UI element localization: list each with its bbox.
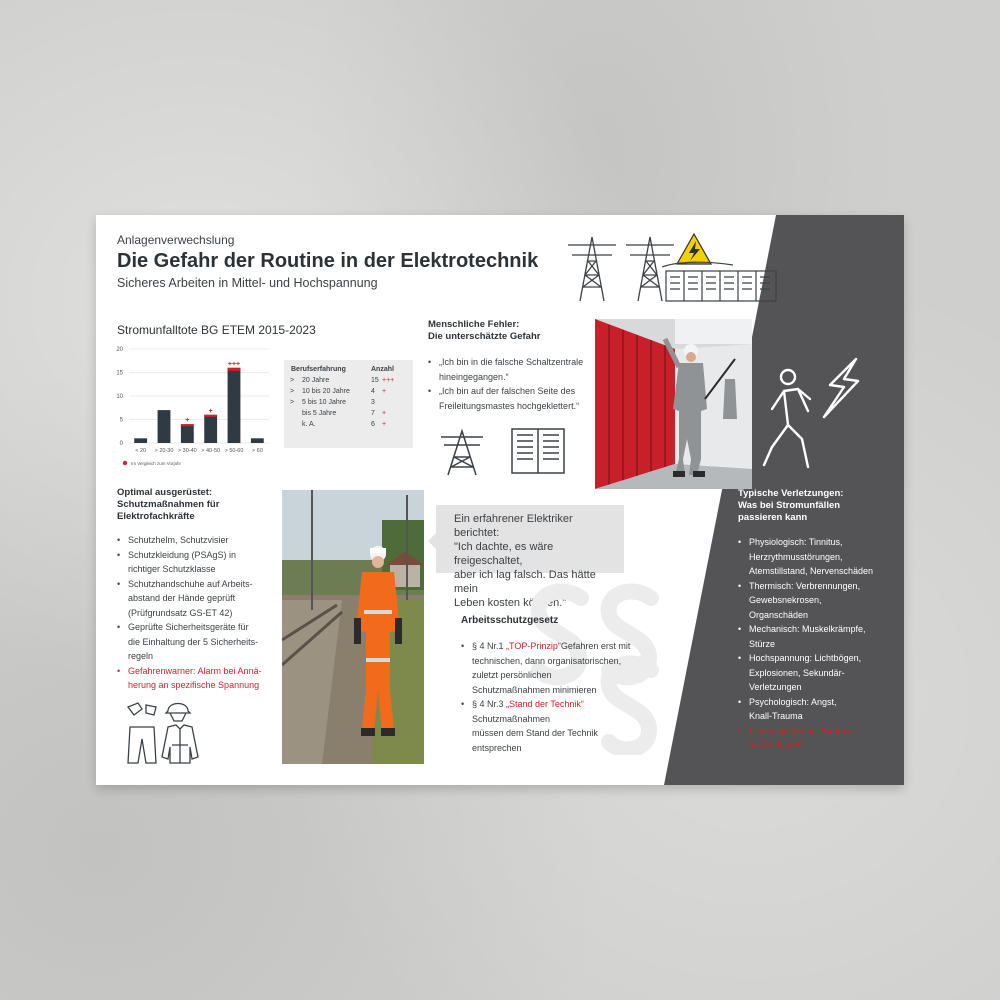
trousers-icon xyxy=(128,727,156,763)
experience-table xyxy=(284,360,413,448)
table-row: > 5 bis 10 Jahre 3 xyxy=(290,399,375,406)
list-item: • § 4 Nr.1 „TOP-Prinzip“Gefahren erst mit technischen, dann organisatorischen, zuletzt persönlichen Schutzmaßnahmen minimieren xyxy=(461,639,661,697)
law-heading: Arbeitsschutzgesetz xyxy=(461,615,559,626)
list-item-warning: • Gefahrenwarner: Alarm bei Annä- herung an spezifische Spannung xyxy=(117,664,282,693)
legend-marker xyxy=(123,461,127,465)
lightning-bolt-icon xyxy=(824,359,858,417)
list-item: • „Ich bin auf der falschen Seite des Freileitungsmastes hochgeklettert.“ xyxy=(428,384,598,413)
table-header-experience: Berufserfahrung xyxy=(291,366,346,373)
y-tick-label: 15 xyxy=(116,370,123,377)
power-pylon-icon xyxy=(441,431,483,475)
x-tick-label: > 20-30 xyxy=(154,448,174,454)
jacket-icon xyxy=(162,725,198,763)
list-item-warning: • Lebensgefahr bei Strömen ab 30-50 mA! xyxy=(738,724,898,753)
bar xyxy=(134,438,147,443)
chart-title: Stromunfalltote BG ETEM 2015-2023 xyxy=(117,323,316,337)
x-tick-label: < 20 xyxy=(135,448,147,454)
equipment-heading: Optimal ausgerüstet: Schutzmaßnahmen für Elektrofachkräfte xyxy=(117,487,220,522)
table-row: k. A. 6 + xyxy=(302,421,387,428)
human-error-heading: Menschliche Fehler: Die unterschätzte Gefahr xyxy=(428,319,541,342)
list-item: • Mechanisch: Muskelkrämpfe, Stürze xyxy=(738,622,898,651)
power-pylon-icon xyxy=(626,237,674,301)
switchgear-icon xyxy=(512,429,564,473)
table-row: bis 5 Jahre 7 + xyxy=(302,410,387,417)
list-item: • „Ich bin in die falsche Schaltzentrale hineingegangen.“ xyxy=(428,355,598,384)
increase-marker: +++ xyxy=(227,360,241,368)
header-icons xyxy=(558,231,778,303)
injuries-list xyxy=(738,535,898,753)
list-item: • Schutzhelm, Schutzvisier xyxy=(117,533,282,548)
poster xyxy=(96,215,904,785)
increase-marker: + xyxy=(208,407,213,415)
power-pylon-icon xyxy=(568,237,616,301)
ppe-icons xyxy=(124,697,204,767)
legend-label: Im Vergleich zum Vorjahr xyxy=(131,461,182,466)
bar-chart xyxy=(111,343,276,473)
law-list xyxy=(461,639,661,755)
switchgear-icon xyxy=(662,262,776,301)
bar-highlight xyxy=(228,368,241,371)
dark-panel-icons xyxy=(758,355,870,475)
list-item: • Geprüfte Sicherheitsgeräte für die Einhaltung der 5 Sicherheits- regeln xyxy=(117,620,282,664)
testimonial-quote: Ein erfahrener Elektriker berichtet: "Ich dachte, es wäre freigeschaltet, aber ich lag falsch. Das hätte mein Leben kosten können." xyxy=(436,505,624,573)
photo-switchgear-room xyxy=(595,319,752,489)
poster-title: Die Gefahr der Routine in der Elektrotechnik xyxy=(117,250,539,272)
x-tick-label: > 60 xyxy=(251,448,263,454)
photo-worker-rail xyxy=(282,490,424,764)
helmet-icon xyxy=(166,704,190,722)
bar xyxy=(158,410,171,443)
x-tick-label: > 50-60 xyxy=(224,448,244,454)
y-tick-label: 10 xyxy=(116,394,123,400)
list-item: • Psychologisch: Angst, Knall-Trauma xyxy=(738,695,898,724)
list-item: • Schutzhandschuhe auf Arbeits- abstand der Hände geprüft (Prüfgrundsatz GS-ET 42) xyxy=(117,577,282,621)
x-tick-label: > 40-50 xyxy=(201,448,221,454)
y-tick-label: 5 xyxy=(119,417,123,424)
list-item: • Physiologisch: Tinnitus, Herzrythmusstörungen, Atemstillstand, Nervenschäden xyxy=(738,535,898,579)
injuries-heading: Typische Verletzungen: Was bei Stromunfällen passieren kann xyxy=(738,488,844,523)
quote-notch xyxy=(428,533,436,549)
error-icons xyxy=(436,423,571,478)
list-item: • Schutzkleidung (PSAgS) in richtiger Schutzklasse xyxy=(117,548,282,577)
human-error-list xyxy=(428,355,598,413)
bar-highlight xyxy=(204,415,217,417)
increase-marker: + xyxy=(185,417,190,425)
gloves-icon xyxy=(128,703,156,715)
bar-highlight xyxy=(181,424,194,426)
bar xyxy=(181,424,194,443)
bar xyxy=(204,415,217,443)
y-tick-label: 20 xyxy=(116,347,123,353)
list-item: • Thermisch: Verbrennungen, Gewebsnekrosen, Organschäden xyxy=(738,579,898,623)
poster-subtitle: Sicheres Arbeiten in Mittel- und Hochspannung xyxy=(117,276,378,290)
bar xyxy=(251,438,264,443)
y-tick-label: 0 xyxy=(119,441,123,447)
falling-person-icon xyxy=(764,370,810,467)
warning-lightning-icon xyxy=(677,234,711,264)
list-item: • Hochspannung: Lichtbögen, Explosionen, Sekundär- Verletzungen xyxy=(738,651,898,695)
x-tick-label: > 30-40 xyxy=(177,448,197,454)
table-row: > 10 bis 20 Jahre 4 + xyxy=(290,388,387,395)
table-header-count: Anzahl xyxy=(371,366,394,373)
poster-kicker: Anlagenverwechslung xyxy=(117,233,235,247)
bar xyxy=(228,368,241,443)
list-item: • § 4 Nr.3 „Stand der Technik“ Schutzmaßnahmen müssen dem Stand der Technik entsprechen xyxy=(461,697,661,755)
table-row: > 20 Jahre 15 +++ xyxy=(290,377,395,384)
equipment-list xyxy=(117,533,282,693)
